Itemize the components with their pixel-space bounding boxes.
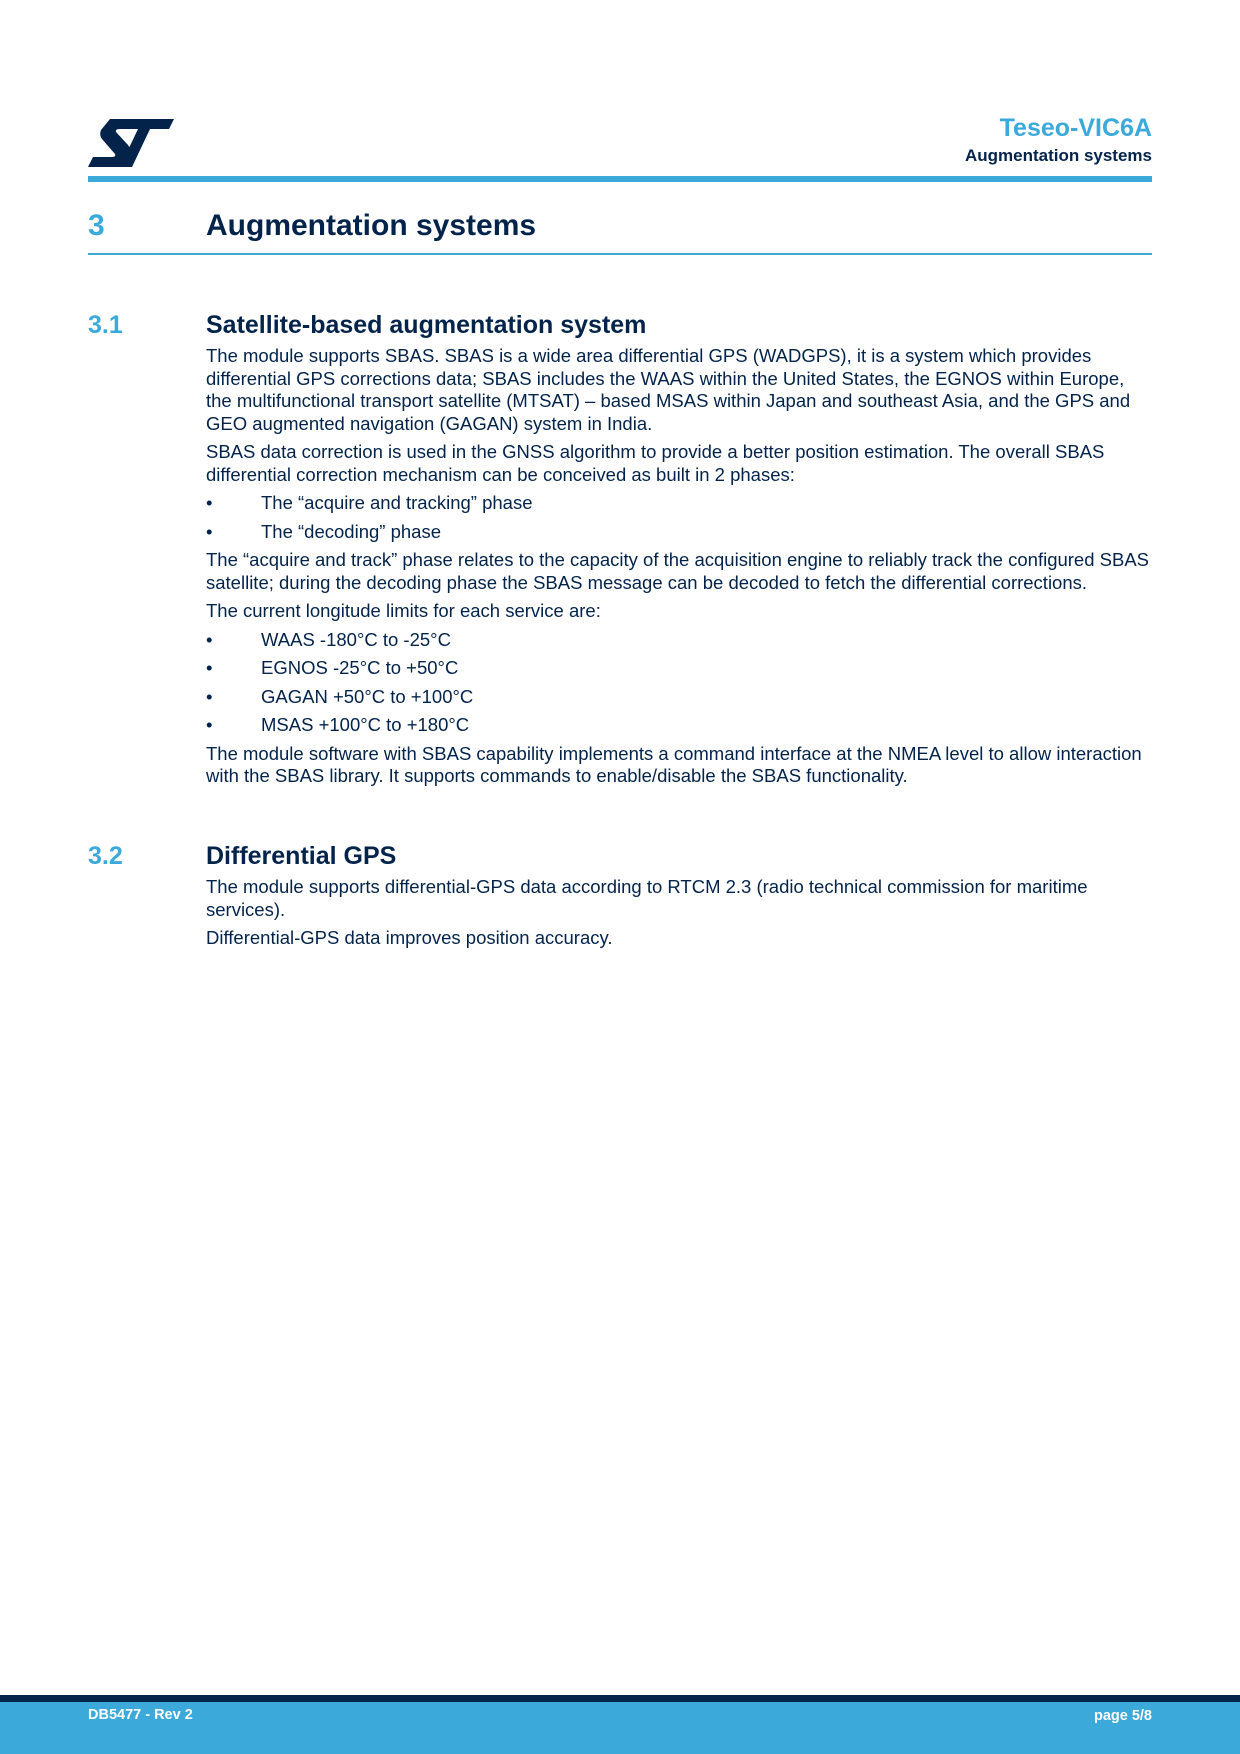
document-reference: DB5477 - Rev 2 <box>88 1707 193 1723</box>
section-3-1-body <box>206 345 1152 794</box>
bullet-icon: • <box>206 628 213 650</box>
section-divider <box>88 253 1152 255</box>
section-3-2-title: Differential GPS <box>206 842 397 870</box>
bullet-icon: • <box>206 714 213 735</box>
section-3-2-number: 3.2 <box>88 842 123 870</box>
section-3-2-body <box>206 876 1152 956</box>
section-3-1-title: Satellite-based augmentation system <box>206 311 647 339</box>
paragraph: The “acquire and track” phase relates to the capacity of the acquisition engine to reliably track the configured SBAS satellite; during the decoding phase the SBAS message can be decoded to fetch the differential corrections. <box>206 549 1150 593</box>
paragraph: The module software with SBAS capability implements a command interface at the NMEA level to allow interaction with the SBAS library. It supports commands to enable/disable the SBAS functionality. <box>206 742 1142 786</box>
list-item: • MSAS +100°C to +180°C <box>206 714 470 735</box>
list-item: • The “decoding” phase <box>206 520 441 542</box>
list-item: • The “acquire and tracking” phase <box>206 492 533 513</box>
paragraph: SBAS data correction is used in the GNSS algorithm to provide a better position estimation. The overall SBAS differential correction mechanism can be conceived as built in 2 phases: <box>206 441 1105 485</box>
document-title: Teseo-VIC6A <box>999 114 1152 142</box>
bullet-icon: • <box>206 685 213 707</box>
section-3-title: Augmentation systems <box>206 209 537 242</box>
list-item: • GAGAN +50°C to +100°C <box>206 685 474 707</box>
paragraph: The module supports SBAS. SBAS is a wide area differential GPS (WADGPS), it is a system which provides differential GPS corrections data; SBAS includes the WAAS within the United States, the EGNOS within Europe, the multifunctional transport satellite (MTSAT) – based MSAS within Japan and southeast Asia, and the GPS and GEO augmented navigation (GAGAN) system in India. <box>206 345 1131 434</box>
section-3-1-number: 3.1 <box>88 311 123 339</box>
paragraph: The current longitude limits for each service are: <box>206 600 601 621</box>
bullet-icon: • <box>206 520 213 542</box>
list-item: • WAAS -180°C to -25°C <box>206 628 451 650</box>
bullet-icon: • <box>206 657 213 678</box>
paragraph: The module supports differential-GPS data according to RTCM 2.3 (radio technical commission for maritime services). <box>206 876 1088 920</box>
header-divider <box>88 176 1152 182</box>
document-subtitle: Augmentation systems <box>964 146 1152 165</box>
bullet-icon: • <box>206 492 213 513</box>
st-logo <box>88 119 174 167</box>
section-3-number: 3 <box>88 209 105 242</box>
page-number: page 5/8 <box>1093 1708 1152 1724</box>
paragraph: Differential-GPS data improves position accuracy. <box>206 927 613 948</box>
list-item: • EGNOS -25°C to +50°C <box>206 657 459 678</box>
footer-rule <box>0 1695 1240 1702</box>
